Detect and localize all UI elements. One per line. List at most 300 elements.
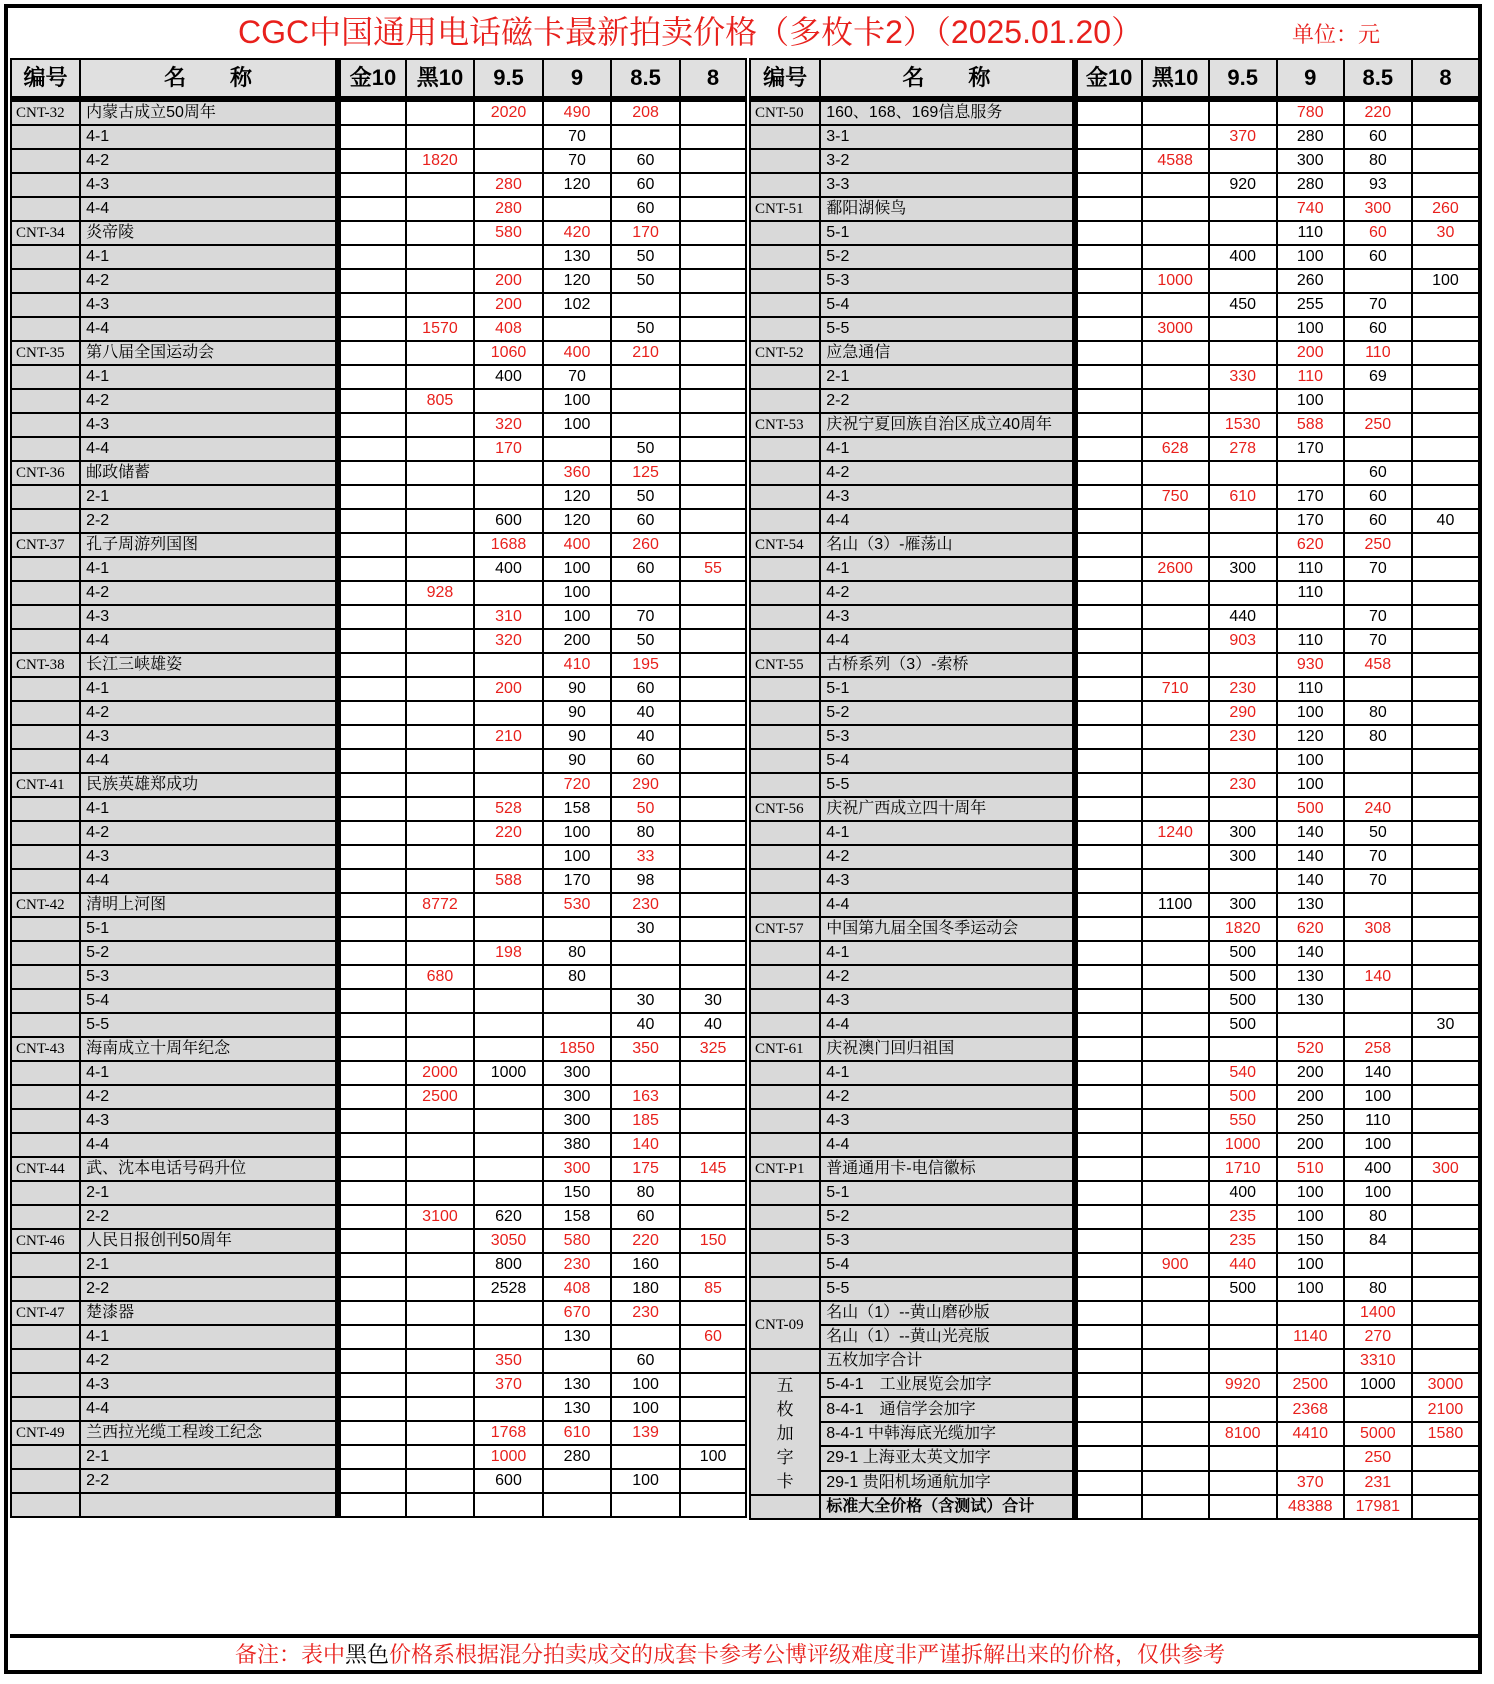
- price-cell: 290: [1209, 701, 1277, 725]
- card-name: 海南成立十周年纪念: [80, 1037, 338, 1061]
- card-name: 3-2: [820, 149, 1074, 173]
- price-cell: 125: [611, 461, 680, 485]
- price-cell: 100: [1277, 389, 1344, 413]
- card-code: CNT-55: [750, 653, 820, 677]
- card-name: 4-2: [80, 1085, 338, 1109]
- column-header: 黑10: [406, 59, 474, 99]
- column-header: 9: [1277, 59, 1344, 99]
- price-cell: 308: [1344, 917, 1412, 941]
- price-cell: 70: [1344, 845, 1412, 869]
- price-cell: 740: [1277, 197, 1344, 221]
- price-cell: 60: [680, 1325, 746, 1349]
- price-cell: 420: [543, 221, 611, 245]
- price-cell: 50: [1344, 821, 1412, 845]
- card-name: 5-4-1 工业展览会加字: [820, 1373, 1074, 1397]
- price-cell: 3050: [474, 1229, 543, 1253]
- price-cell: 530: [543, 893, 611, 917]
- card-name: 人民日报创刊50周年: [80, 1229, 338, 1253]
- card-name: 4-3: [80, 413, 338, 437]
- card-code: CNT-50: [750, 99, 820, 125]
- column-header: 金10: [1075, 59, 1142, 99]
- card-name: 4-3: [80, 725, 338, 749]
- price-cell: 270: [1344, 1325, 1412, 1349]
- card-code: CNT-09: [750, 1301, 820, 1349]
- price-cell: 60: [1344, 485, 1412, 509]
- price-cell: 1240: [1142, 821, 1209, 845]
- price-cell: 400: [543, 341, 611, 365]
- price-cell: 50: [611, 245, 680, 269]
- price-cell: 200: [1277, 341, 1344, 365]
- price-cell: 440: [1209, 1253, 1277, 1277]
- price-cell: 110: [1277, 677, 1344, 701]
- price-cell: 320: [474, 629, 543, 653]
- price-cell: 100: [1277, 1253, 1344, 1277]
- price-cell: 85: [680, 1277, 746, 1301]
- price-cell: 230: [543, 1253, 611, 1277]
- card-name: 4-2: [820, 1085, 1074, 1109]
- price-cell: 1140: [1277, 1325, 1344, 1349]
- price-cell: 4410: [1277, 1422, 1344, 1446]
- price-cell: 550: [1209, 1109, 1277, 1133]
- price-cell: 2500: [1277, 1373, 1344, 1397]
- price-cell: 60: [611, 149, 680, 173]
- vertical-char: 枚: [776, 1400, 794, 1419]
- price-cell: 70: [1344, 629, 1412, 653]
- price-cell: 70: [1344, 557, 1412, 581]
- price-cell: 300: [543, 1109, 611, 1133]
- card-name: 名山（1）--黄山光亮版: [820, 1325, 1074, 1349]
- price-cell: 60: [1344, 125, 1412, 149]
- price-cell: 70: [543, 125, 611, 149]
- price-cell: 300: [543, 1085, 611, 1109]
- footnote-post: 价格系根据混分拍卖成交的成套卡参考公博评级难度非严谨拆解出来的价格，仅供参考: [389, 1643, 1226, 1668]
- price-cell: 100: [1344, 1181, 1412, 1205]
- card-name: 2-1: [820, 365, 1074, 389]
- price-cell: 170: [474, 437, 543, 461]
- card-name: 4-4: [820, 1133, 1074, 1157]
- price-cell: 528: [474, 797, 543, 821]
- card-name: 4-1: [820, 941, 1074, 965]
- price-cell: 930: [1277, 653, 1344, 677]
- card-name: 8-4-1 中韩海底光缆加字: [820, 1422, 1074, 1446]
- price-cell: 80: [1344, 1205, 1412, 1229]
- price-cell: 110: [1277, 581, 1344, 605]
- price-cell: 300: [1209, 893, 1277, 917]
- card-name: 5-3: [820, 1229, 1074, 1253]
- card-name: 4-2: [80, 1349, 338, 1373]
- price-cell: 1000: [474, 1061, 543, 1085]
- price-cell: 158: [543, 797, 611, 821]
- card-name: 名山（3）-雁荡山: [820, 533, 1074, 557]
- price-cell: 93: [1344, 173, 1412, 197]
- price-cell: 69: [1344, 365, 1412, 389]
- price-cell: 500: [1209, 965, 1277, 989]
- card-name: 5-4: [80, 989, 338, 1013]
- price-cell: 220: [611, 1229, 680, 1253]
- price-cell: 140: [1277, 869, 1344, 893]
- card-name: 5-2: [80, 941, 338, 965]
- price-cell: 80: [611, 1181, 680, 1205]
- card-name: 4-4: [820, 893, 1074, 917]
- price-cell: 100: [1277, 701, 1344, 725]
- price-cell: 928: [406, 581, 474, 605]
- price-cell: 100: [1344, 1133, 1412, 1157]
- card-name: 4-4: [80, 1133, 338, 1157]
- price-cell: 90: [543, 677, 611, 701]
- price-cell: 2528: [474, 1277, 543, 1301]
- card-name: 长江三峡雄姿: [80, 653, 338, 677]
- price-cell: 2368: [1277, 1397, 1344, 1421]
- card-code: CNT-54: [750, 533, 820, 557]
- card-name: 4-4: [80, 317, 338, 341]
- card-name: 5-1: [820, 1181, 1074, 1205]
- price-cell: 130: [1277, 965, 1344, 989]
- price-cell: 600: [474, 509, 543, 533]
- card-name: 4-1: [820, 1061, 1074, 1085]
- price-cell: 500: [1209, 989, 1277, 1013]
- price-cell: 2000: [406, 1061, 474, 1085]
- price-cell: 100: [611, 1373, 680, 1397]
- card-name: 4-4: [80, 437, 338, 461]
- price-cell: 50: [611, 269, 680, 293]
- price-cell: 120: [1277, 725, 1344, 749]
- price-cell: 17981: [1344, 1495, 1412, 1519]
- card-code: CNT-37: [11, 533, 80, 557]
- price-cell: 440: [1209, 605, 1277, 629]
- price-cell: 170: [1277, 437, 1344, 461]
- price-cell: 400: [474, 365, 543, 389]
- card-name: 清明上河图: [80, 893, 338, 917]
- price-cell: 60: [611, 557, 680, 581]
- card-name: 4-2: [820, 581, 1074, 605]
- vertical-char: 加: [776, 1424, 794, 1443]
- price-cell: 100: [1277, 1181, 1344, 1205]
- price-cell: 33: [611, 845, 680, 869]
- column-header: 名 称: [820, 59, 1074, 99]
- price-cell: 50: [611, 437, 680, 461]
- price-cell: 200: [1277, 1085, 1344, 1109]
- price-cell: 175: [611, 1157, 680, 1181]
- card-code: CNT-47: [11, 1301, 80, 1325]
- price-cell: 280: [474, 197, 543, 221]
- price-cell: 70: [1344, 293, 1412, 317]
- price-cell: 100: [543, 605, 611, 629]
- price-cell: 60: [611, 749, 680, 773]
- price-cell: 588: [1277, 413, 1344, 437]
- card-name: 古桥系列（3）-索桥: [820, 653, 1074, 677]
- footnote-black: 黑色: [345, 1643, 390, 1668]
- card-name: 楚漆器: [80, 1301, 338, 1325]
- card-name: 孔子周游列国图: [80, 533, 338, 557]
- card-name: 4-1: [80, 125, 338, 149]
- price-cell: 80: [611, 821, 680, 845]
- card-name: 内蒙古成立50周年: [80, 99, 338, 125]
- price-cell: 450: [1209, 293, 1277, 317]
- card-name: 4-1: [80, 557, 338, 581]
- price-cell: 1820: [1209, 917, 1277, 941]
- card-name: 4-1: [820, 437, 1074, 461]
- price-cell: 250: [1344, 413, 1412, 437]
- vertical-char: 卡: [776, 1472, 794, 1491]
- card-name: 4-2: [80, 581, 338, 605]
- price-cell: 1710: [1209, 1157, 1277, 1181]
- card-name: 庆祝广西成立四十周年: [820, 797, 1074, 821]
- price-cell: 720: [543, 773, 611, 797]
- card-name: 5-1: [820, 677, 1074, 701]
- price-cell: 8772: [406, 893, 474, 917]
- price-cell: 60: [1344, 221, 1412, 245]
- price-cell: 1060: [474, 341, 543, 365]
- price-cell: 100: [1412, 269, 1479, 293]
- price-cell: 920: [1209, 173, 1277, 197]
- page-title: CGC中国通用电话磁卡最新拍卖价格（多枚卡2）（2025.01.20）: [238, 14, 1144, 50]
- card-code: CNT-36: [11, 461, 80, 485]
- column-header: 8: [1412, 59, 1479, 99]
- card-name: 4-2: [820, 965, 1074, 989]
- price-cell: 230: [611, 893, 680, 917]
- card-name: 4-2: [80, 821, 338, 845]
- price-cell: 500: [1209, 941, 1277, 965]
- price-cell: 130: [543, 1325, 611, 1349]
- price-cell: 170: [1277, 509, 1344, 533]
- card-name: 2-2: [80, 1469, 338, 1493]
- card-name: 4-3: [820, 605, 1074, 629]
- price-cell: 240: [1344, 797, 1412, 821]
- price-cell: 540: [1209, 1061, 1277, 1085]
- card-name: 4-4: [820, 1013, 1074, 1037]
- card-code: CNT-41: [11, 773, 80, 797]
- price-cell: 200: [1277, 1061, 1344, 1085]
- price-cell: 2600: [1142, 557, 1209, 581]
- price-cell: 1000: [1344, 1373, 1412, 1397]
- card-name: 5-4: [820, 1253, 1074, 1277]
- price-cell: 300: [1209, 821, 1277, 845]
- price-cell: 210: [611, 341, 680, 365]
- price-cell: 370: [1277, 1471, 1344, 1495]
- price-cell: 500: [1209, 1013, 1277, 1037]
- price-cell: 158: [543, 1205, 611, 1229]
- price-cell: 40: [1412, 509, 1479, 533]
- price-cell: 195: [611, 653, 680, 677]
- card-name: 4-3: [80, 173, 338, 197]
- price-cell: 490: [543, 99, 611, 125]
- column-header: 金10: [338, 59, 406, 99]
- price-cell: 600: [474, 1469, 543, 1493]
- card-code: CNT-51: [750, 197, 820, 221]
- column-header: 8.5: [611, 59, 680, 99]
- price-cell: 610: [543, 1421, 611, 1445]
- price-cell: 220: [1344, 99, 1412, 125]
- price-cell: 1580: [1412, 1422, 1479, 1446]
- price-cell: 210: [474, 725, 543, 749]
- price-cell: 9920: [1209, 1373, 1277, 1397]
- card-name: 4-1: [820, 557, 1074, 581]
- price-cell: 120: [543, 173, 611, 197]
- price-cell: 903: [1209, 629, 1277, 653]
- card-name: 4-3: [820, 869, 1074, 893]
- price-cell: 140: [1344, 1061, 1412, 1085]
- card-name: 4-3: [820, 485, 1074, 509]
- price-cell: 200: [474, 293, 543, 317]
- card-name: 4-4: [820, 629, 1074, 653]
- price-cell: 230: [1209, 725, 1277, 749]
- price-cell: 40: [611, 725, 680, 749]
- price-cell: 580: [543, 1229, 611, 1253]
- price-cell: 100: [1277, 1205, 1344, 1229]
- price-cell: 80: [543, 965, 611, 989]
- price-cell: 100: [611, 1397, 680, 1421]
- price-cell: 3000: [1412, 1373, 1479, 1397]
- price-cell: 185: [611, 1109, 680, 1133]
- price-cell: 1000: [1209, 1133, 1277, 1157]
- card-name: 5-3: [820, 725, 1074, 749]
- price-cell: 120: [543, 269, 611, 293]
- card-name: 4-2: [80, 701, 338, 725]
- price-cell: 160: [611, 1253, 680, 1277]
- card-name: 2-2: [80, 509, 338, 533]
- column-header: 名 称: [80, 59, 338, 99]
- price-cell: 1000: [474, 1445, 543, 1469]
- price-cell: 230: [1209, 773, 1277, 797]
- card-code: CNT-52: [750, 341, 820, 365]
- price-cell: 250: [1344, 1446, 1412, 1470]
- price-cell: 140: [1344, 965, 1412, 989]
- price-cell: 110: [1277, 221, 1344, 245]
- price-cell: 320: [474, 413, 543, 437]
- price-cell: 200: [1277, 1133, 1344, 1157]
- column-header: 9: [543, 59, 611, 99]
- price-cell: 60: [611, 173, 680, 197]
- price-cell: 198: [474, 941, 543, 965]
- card-name: 4-3: [820, 989, 1074, 1013]
- card-name: 4-3: [80, 1109, 338, 1133]
- price-cell: 130: [543, 1397, 611, 1421]
- card-name: 庆祝宁夏回族自治区成立40周年: [820, 413, 1074, 437]
- price-cell: 50: [611, 797, 680, 821]
- price-cell: 100: [1277, 317, 1344, 341]
- card-name: 160、168、169信息服务: [820, 99, 1074, 125]
- price-cell: 258: [1344, 1037, 1412, 1061]
- card-name: 第八届全国运动会: [80, 341, 338, 365]
- card-name: 4-1: [80, 365, 338, 389]
- price-cell: 120: [543, 485, 611, 509]
- card-name: 2-2: [820, 389, 1074, 413]
- price-cell: 8100: [1209, 1422, 1277, 1446]
- price-cell: 100: [543, 389, 611, 413]
- price-cell: 140: [611, 1133, 680, 1157]
- price-cell: 510: [1277, 1157, 1344, 1181]
- price-cell: 80: [1344, 725, 1412, 749]
- price-cell: 2500: [406, 1085, 474, 1109]
- price-cell: 3100: [406, 1205, 474, 1229]
- price-cell: 300: [1209, 557, 1277, 581]
- price-cell: 110: [1277, 365, 1344, 389]
- card-name: 五枚加字合计: [820, 1349, 1074, 1373]
- price-cell: 70: [611, 605, 680, 629]
- card-name: 2-1: [80, 485, 338, 509]
- price-cell: 300: [1209, 845, 1277, 869]
- card-name: 炎帝陵: [80, 221, 338, 245]
- price-cell: 370: [474, 1373, 543, 1397]
- price-cell: 100: [543, 581, 611, 605]
- price-cell: 100: [543, 413, 611, 437]
- price-cell: 400: [543, 533, 611, 557]
- price-cell: 800: [474, 1253, 543, 1277]
- column-header: 黑10: [1142, 59, 1209, 99]
- price-cell: 500: [1277, 797, 1344, 821]
- price-cell: 70: [1344, 869, 1412, 893]
- price-cell: 140: [1277, 941, 1344, 965]
- card-name: 4-4: [820, 509, 1074, 533]
- card-name: 4-3: [80, 605, 338, 629]
- price-cell: 1768: [474, 1421, 543, 1445]
- price-cell: 170: [1277, 485, 1344, 509]
- card-name: 2-2: [80, 1277, 338, 1301]
- price-cell: 40: [611, 701, 680, 725]
- price-cell: 70: [543, 365, 611, 389]
- card-code: CNT-38: [11, 653, 80, 677]
- price-cell: 1400: [1344, 1301, 1412, 1325]
- price-cell: 100: [1277, 245, 1344, 269]
- price-cell: 145: [680, 1157, 746, 1181]
- price-cell: 80: [1344, 149, 1412, 173]
- card-name: 5-1: [820, 221, 1074, 245]
- price-cell: 60: [611, 677, 680, 701]
- outer-frame: [4, 4, 1482, 1674]
- price-cell: 300: [1344, 197, 1412, 221]
- price-cell: 400: [1209, 1181, 1277, 1205]
- price-cell: 163: [611, 1085, 680, 1109]
- price-cell: 110: [1277, 557, 1344, 581]
- price-cell: 30: [611, 989, 680, 1013]
- price-cell: 60: [611, 197, 680, 221]
- price-cell: 1530: [1209, 413, 1277, 437]
- price-cell: 620: [1277, 917, 1344, 941]
- price-cell: 80: [1344, 1277, 1412, 1301]
- price-cell: 150: [1277, 1229, 1344, 1253]
- price-cell: 408: [543, 1277, 611, 1301]
- card-name: 5-4: [820, 293, 1074, 317]
- price-cell: 1570: [406, 317, 474, 341]
- card-name: 2-1: [80, 1181, 338, 1205]
- card-name: 应急通信: [820, 341, 1074, 365]
- card-name: 鄱阳湖候鸟: [820, 197, 1074, 221]
- price-cell: 60: [611, 509, 680, 533]
- price-cell: 680: [406, 965, 474, 989]
- price-cell: 4588: [1142, 149, 1209, 173]
- card-name: 5-5: [820, 317, 1074, 341]
- price-cell: 620: [474, 1205, 543, 1229]
- price-cell: 80: [543, 941, 611, 965]
- price-cell: 750: [1142, 485, 1209, 509]
- price-cell: 1100: [1142, 893, 1209, 917]
- price-cell: 300: [1277, 149, 1344, 173]
- price-cell: 280: [474, 173, 543, 197]
- price-cell: 1850: [543, 1037, 611, 1061]
- price-cell: 90: [543, 701, 611, 725]
- card-code: CNT-43: [11, 1037, 80, 1061]
- price-cell: 250: [1344, 533, 1412, 557]
- card-name: 武、沈本电话号码升位: [80, 1157, 338, 1181]
- price-cell: 310: [474, 605, 543, 629]
- column-header: 编号: [11, 59, 80, 99]
- card-name: 4-1: [80, 1061, 338, 1085]
- price-cell: 130: [543, 245, 611, 269]
- price-cell: 1688: [474, 533, 543, 557]
- price-cell: 235: [1209, 1229, 1277, 1253]
- price-cell: 200: [474, 269, 543, 293]
- card-name: 5-5: [80, 1013, 338, 1037]
